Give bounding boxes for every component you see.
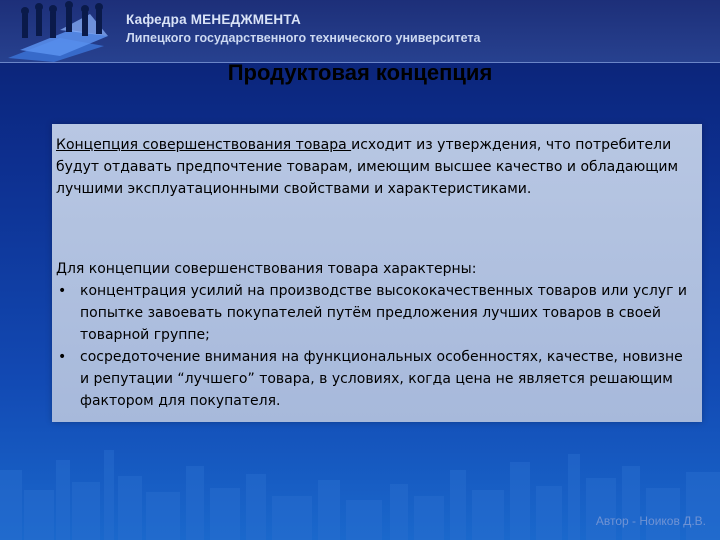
slide-title: Продуктовая концепция xyxy=(227,60,493,85)
header-band xyxy=(0,0,720,63)
concept-definition-text: исходит из утверждения, что потребители будут отдавать предпочтение товарам, имеющим высшее качество и обладающим лучшими эксплуатационными свойствами и характеристиками. xyxy=(56,137,679,197)
business-people-on-arrow-logo xyxy=(0,0,112,62)
university-name: Липецкого государственного технического университета xyxy=(126,31,481,45)
bullet-icon: • xyxy=(58,349,67,365)
bullet-item xyxy=(56,280,696,346)
bullet-text: сосредоточение внимания на функциональных особенностях, качестве, новизне и репутации “лучшего” товара, в условиях, когда цена не является решающим фактором для покупателя. xyxy=(80,349,683,409)
concept-definition xyxy=(56,134,696,200)
characteristics-intro: Для концепции совершенствования товара характерны: xyxy=(56,261,477,277)
department-name: Кафедра МЕНЕДЖМЕНТА xyxy=(126,12,301,27)
characteristics-block xyxy=(56,258,696,412)
bullet-icon: • xyxy=(58,283,67,299)
bullet-text: концентрация усилий на производстве высококачественных товаров или услуг и попытке завоевать покупателей путём предложения лучших товаров в своей товарной группе; xyxy=(80,283,688,343)
concept-term: Концепция совершенствования товара xyxy=(56,137,352,153)
author-credit: Автор - Ноиков Д.В. xyxy=(595,514,706,528)
